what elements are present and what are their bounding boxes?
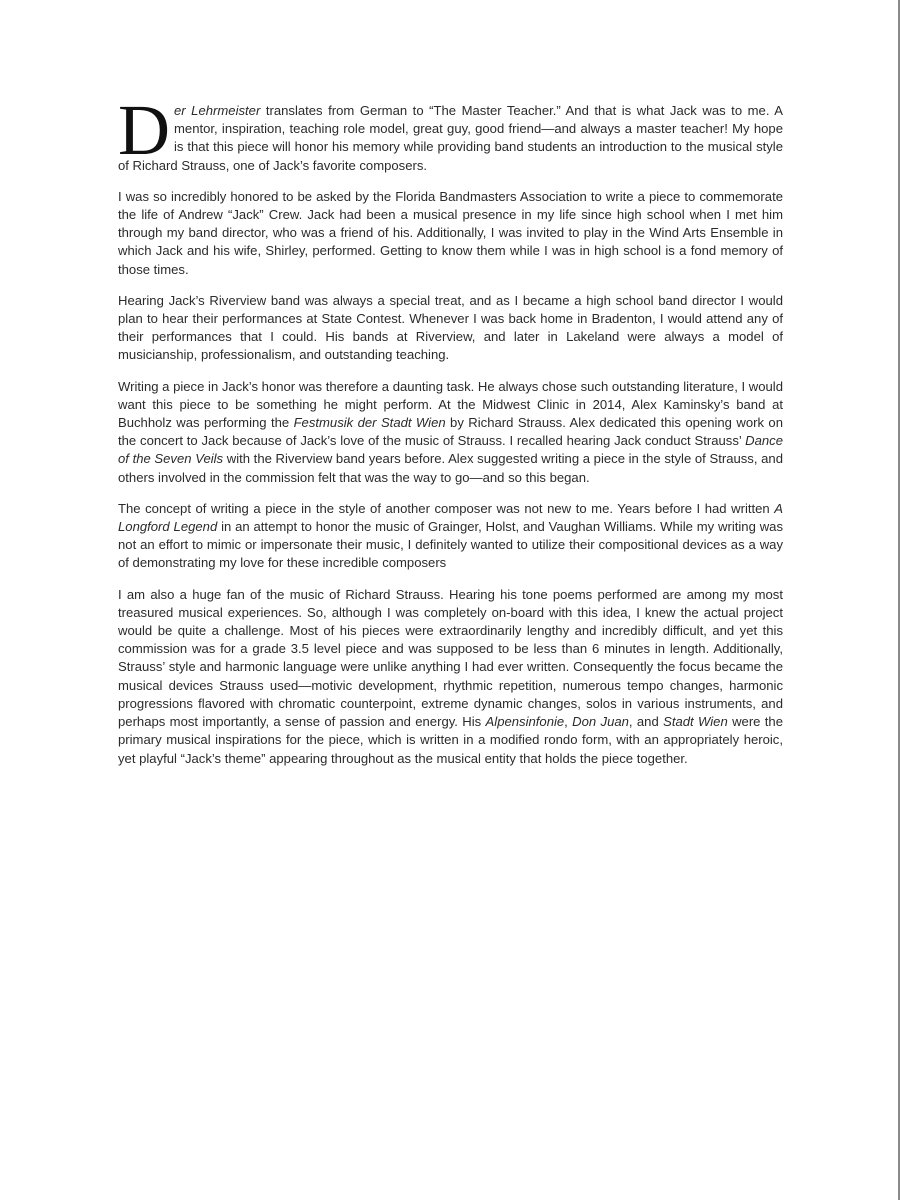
italic-title: Festmusik der Stadt Wien [293,415,446,431]
text-run: by Richard Strauss. Alex dedicated this opening work on the concert to Jack because of Jack’s love of the music of Strauss. I recalled hearing Jack conduct Strauss’ [118,415,783,449]
text-run: with the Riverview band years before. Alex suggested writing a piece in the style of Strauss, and others involved in the commission felt that was the way to go—and so this began. [118,451,783,485]
paragraph-5 [118,500,783,573]
paragraph-2 [118,188,783,279]
italic-title: Stadt Wien [663,714,728,730]
italic-title: Alpensinfonie [485,714,565,730]
italic-title: Dance of the Seven Veils [118,433,783,467]
text-run: , and [628,714,664,730]
text-run: , [564,714,573,730]
italic-title: er Lehrmeister [174,103,261,118]
italic-title: Don Juan [572,714,629,730]
document-body [118,90,783,781]
paragraph-6 [118,586,783,768]
text-run: I am also a huge fan of the music of Richard Strauss. Hearing his tone poems performed are among my most treasured musical experiences. So, although I was completely on-board with this idea, I knew the actual project would be quite a challenge. Most of his pieces were extraordinarily lengthy and incredibly difficult, and yet this commission was for a grade 3.5 level piece and was supposed to be less than 6 minutes in length. Additionally, Strauss’ style and harmonic language were unlike anything I had ever written. Consequently the focus became the musical devices Strauss used—motivic development, rhythmic repetition, numerous tempo changes, harmonic progressions flavored with chromatic counterpoint, extreme dynamic changes, solos in various instruments, and perhaps most importantly, a sense of passion and energy. His [118,586,783,730]
text-run: in an attempt to honor the music of Grainger, Holst, and Vaughan Williams. While my writing was not an effort to mimic or impersonate their music, I definitely wanted to utilize their compositional devices as a way of demonstrating my love for these incredible composers [118,519,783,571]
paragraph-1 [118,90,783,175]
drop-cap: D [118,90,170,170]
text-run: were the primary musical inspirations for the piece, which is written in a modified rondo form, with an appropriately heroic, yet playful “Jack’s theme” appearing throughout as the musical entity that holds the piece together. [118,714,783,766]
text-run: Hearing Jack’s Riverview band was always a special treat, and as I became a high school band director I would plan to hear their performances at State Contest. Whenever I was back home in Bradenton, I would attend any of their performances that I could. His bands at Riverview, and later in Lakeland were always a model of musicianship, professionalism, and outstanding teaching. [118,292,783,363]
italic-title: A Longford Legend [118,500,783,535]
text-run: The concept of writing a piece in the style of another composer was not new to me. Years before I had written [118,500,775,516]
paragraph-4 [118,378,783,487]
text-run: I was so incredibly honored to be asked by the Florida Bandmasters Association to write a piece to commemorate the life of Andrew “Jack” Crew. Jack had been a musical presence in my life since high school when I met him through my band director, who was a friend of his. Additionally, I was invited to play in the Wind Arts Ensemble in which Jack and his wife, Shirley, performed. Getting to know them while I was in high school is a fond memory of those times. [118,188,783,277]
text-run: Writing a piece in Jack’s honor was therefore a daunting task. He always chose such outstanding literature, I would want this piece to be something he might perform. At the Midwest Clinic in 2014, Alex Kaminsky’s band at Buchholz was performing the [118,378,783,431]
text-run: translates from German to “The Master Teacher.” And that is what Jack was to me. A mentor, inspiration, teaching role model, great guy, good friend—and always a master teacher! My hope is that this piece will honor his memory while providing band students an introduction to the musical style of Richard Strauss, one of Jack’s favorite composers. [118,103,783,173]
paragraph-3 [118,292,783,365]
